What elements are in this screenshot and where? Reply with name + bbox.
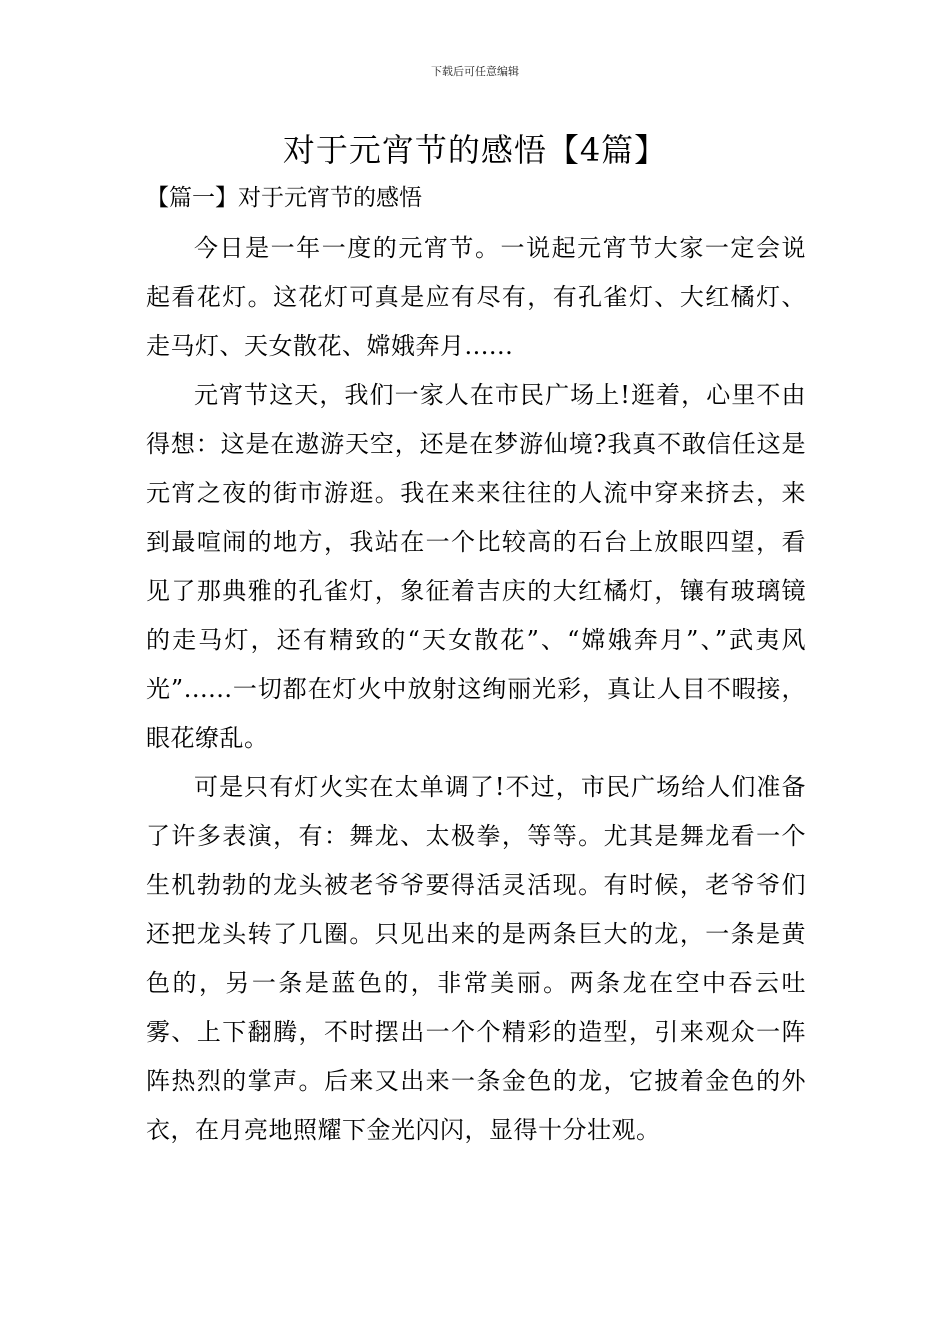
paragraph-3: 可是只有灯火实在太单调了!不过，市民广场给人们准备了许多表演，有：舞龙、太极拳，等等。尤其是舞龙看一个生机勃勃的龙头被老爷爷要得活灵活现。有时候，老爷爷们还把龙头转了几圈。只见出来的是两条巨大的龙，一条是黄色的，另一条是蓝色的，非常美丽。两条龙在空中吞云吐雾、上下翻腾，不时摆出一个个精彩的造型，引来观众一阵阵热烈的掌声。后来又出来一条金色的龙，它披着金色的外衣，在月亮地照耀下金光闪闪，显得十分壮观。: [146, 773, 806, 1144]
header-note: 下载后可任意编辑: [431, 65, 519, 78]
paragraph-2: 元宵节这天，我们一家人在市民广场上!逛着，心里不由得想：这是在遨游天空，还是在梦游仙境?我真不敢信任这是元宵之夜的街市游逛。我在来来往往的人流中穿来挤去，来到最喧闹的地方，我站在一个比较高的石台上放眼四望，看见了那典雅的孔雀灯，象征着吉庆的大红橘灯，镶有玻璃镜的走马灯，还有精致的“天女散花”、“嫦娥奔月”、”武夷风光”......一切都在灯火中放射这绚丽光彩，真让人目不暇接，眼花缭乱。: [146, 381, 806, 752]
section-heading: 【篇一】对于元宵节的感悟: [146, 185, 422, 211]
paragraph-1: 今日是一年一度的元宵节。一说起元宵节大家一定会说起看花灯。这花灯可真是应有尽有，有孔雀灯、大红橘灯、走马灯、天女散花、嫦娥奔月......: [146, 234, 806, 360]
document-title: 对于元宵节的感悟【4篇】: [282, 131, 668, 169]
document-body: [146, 224, 806, 1155]
